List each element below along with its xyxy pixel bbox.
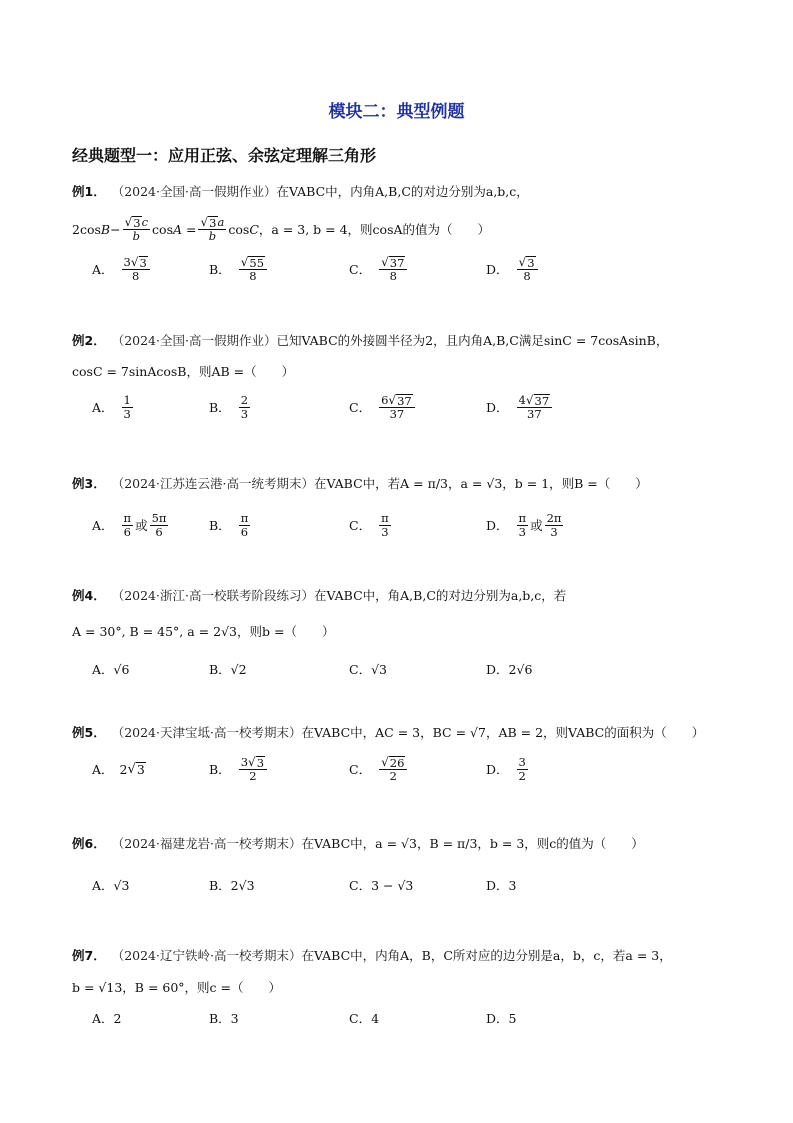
problem-6-options xyxy=(92,868,692,902)
problem-2-line-2 xyxy=(72,362,294,380)
problem-1-option-c[interactable]: C． √ 37 8 xyxy=(349,252,409,286)
problem-2-option-a[interactable]: A． $\frac{1}{3}$ xyxy=(92,393,131,421)
problem-3-option-d[interactable]: D． $\frac{\pi}{3}$ 或 $\frac{2\pi}{3}$ xyxy=(486,511,562,539)
problem-5-stem: 在VABC中，AC = 3，BC = √7，AB = 2，则VABC的面积为（ ） xyxy=(301,725,705,740)
problem-5-source: （2024·天津宝坻·高一校考期末） xyxy=(111,725,302,740)
problem-4-option-c[interactable]: C．√3 xyxy=(349,662,387,677)
problem-7-line-1 xyxy=(72,946,672,964)
problem-4-option-d[interactable]: D．2√6 xyxy=(486,662,533,677)
problem-1-stem-tail: ，a = 3, b = 4，则cosA的值为（ ） xyxy=(258,222,491,237)
problem-4-line-1 xyxy=(72,586,566,604)
problem-7-options xyxy=(92,1001,692,1035)
problem-1-line-1 xyxy=(72,182,529,200)
problem-5-option-d[interactable]: D． $\frac{3}{2}$ xyxy=(486,755,526,783)
problem-1-stem: 在VABC中，内角A,B,C的对边分别为a,b,c， xyxy=(276,184,529,199)
problem-7-option-c[interactable]: C．4 xyxy=(349,1011,380,1026)
problem-7-label: 例7． xyxy=(72,948,106,963)
problem-1-option-d[interactable]: D． √ 3 8 xyxy=(486,252,540,286)
problem-7-source: （2024·辽宁铁岭·高一校考期末） xyxy=(111,948,302,963)
section-title: 经典题型一：应用正弦、余弦定理解三角形 xyxy=(72,146,377,165)
problem-6-source: （2024·福建龙岩·高一校考期末） xyxy=(111,836,302,851)
problem-3-line-1 xyxy=(72,466,648,500)
problem-4-stem: 在VABC中，角A,B,C的对边分别为a,b,c，若 xyxy=(313,588,567,603)
problem-2-label: 例2． xyxy=(72,333,106,348)
problem-7-line-2 xyxy=(72,978,281,996)
problem-3-option-b[interactable]: B． $\frac{\pi}{6}$ xyxy=(209,511,249,539)
problem-2-line-1 xyxy=(72,331,668,349)
module-title: 模块二：典型例题 xyxy=(328,102,465,122)
problem-5-option-b[interactable]: B． 3 √ 3 2 xyxy=(209,752,269,786)
problem-5-option-c[interactable]: C． √ 26 2 xyxy=(349,752,409,786)
problem-2-stem-2: cosC = 7sinAcosB，则AB =（ ） xyxy=(72,364,295,379)
problem-2-options xyxy=(92,390,692,424)
problem-1-option-b[interactable]: B． √ 55 8 xyxy=(209,252,269,286)
problem-7-option-b[interactable]: B．3 xyxy=(209,1011,239,1026)
problem-2-option-d[interactable]: D． 4 √ 37 37 xyxy=(486,390,554,424)
problem-3-option-a[interactable]: A． $\frac{\pi}{6}$ 或 $\frac{5\pi}{6}$ xyxy=(92,511,167,539)
problem-7-option-a[interactable]: A．2 xyxy=(92,1011,122,1026)
problem-2-option-c[interactable]: C． 6 √ 37 37 xyxy=(349,390,417,424)
problem-5-label: 例5． xyxy=(72,725,106,740)
problem-5-line-1 xyxy=(72,723,704,741)
problem-1-label: 例1． xyxy=(72,184,106,199)
problem-5-option-a[interactable]: A． 2 √ 3 xyxy=(92,761,145,777)
problem-2-stem: 已知VABC的外接圆半径为2，且内角A,B,C满足sinC = 7cosAsinB， xyxy=(276,333,669,348)
problem-2-source: （2024·全国·高一假期作业） xyxy=(111,333,277,348)
problem-6-label: 例6． xyxy=(72,836,106,851)
problem-2-option-b[interactable]: B． $\frac{2}{3}$ xyxy=(209,393,249,421)
problem-4-option-a[interactable]: A．√6 xyxy=(92,662,130,677)
problem-6-option-c[interactable]: C．3 − √3 xyxy=(349,878,414,893)
problem-4-stem-2: A = 30°, B = 45°, a = 2√3，则b =（ ） xyxy=(72,624,335,639)
problem-3-stem: 在VABC中，若A = π/3，a = √3，b = 1，则B =（ ） xyxy=(313,476,648,491)
problem-7-option-d[interactable]: D．5 xyxy=(486,1011,517,1026)
problem-4-source: （2024·浙江·高一校联考阶段练习） xyxy=(111,588,314,603)
problem-1-option-a[interactable]: A． 3 √ 3 8 xyxy=(92,252,152,286)
problem-7-stem-2: b = √13，B = 60°，则c =（ ） xyxy=(72,980,282,995)
problem-6-option-d[interactable]: D．3 xyxy=(486,878,517,893)
problem-4-options xyxy=(92,652,692,686)
problem-1-source: （2024·全国·高一假期作业） xyxy=(111,184,277,199)
problem-5-options xyxy=(92,752,692,786)
problem-3-options xyxy=(92,508,692,542)
problem-7-stem: 在VABC中，内角A，B，C所对应的边分别是a，b，c，若a = 3， xyxy=(301,948,672,963)
problem-1-options xyxy=(92,252,692,286)
problem-6-line-1 xyxy=(72,834,644,852)
problem-1-line-2: 2cosB− √ 3 c b cosA = √ 3 a b cosC ，a = 3, b = 4，则cosA的值为（ ） xyxy=(72,214,491,244)
problem-3-option-c[interactable]: C． $\frac{\pi}{3}$ xyxy=(349,511,389,539)
problem-3-source: （2024·江苏连云港·高一统考期末） xyxy=(111,476,314,491)
problem-4-line-2 xyxy=(72,622,334,640)
problem-4-option-b[interactable]: B．√2 xyxy=(209,662,247,677)
problem-3-label: 例3． xyxy=(72,476,106,491)
problem-6-stem: 在VABC中，a = √3，B = π/3，b = 3，则c的值为（ ） xyxy=(301,836,644,851)
problem-6-option-b[interactable]: B．2√3 xyxy=(209,878,255,893)
problem-6-option-a[interactable]: A．√3 xyxy=(92,878,130,893)
problem-4-label: 例4． xyxy=(72,588,106,603)
